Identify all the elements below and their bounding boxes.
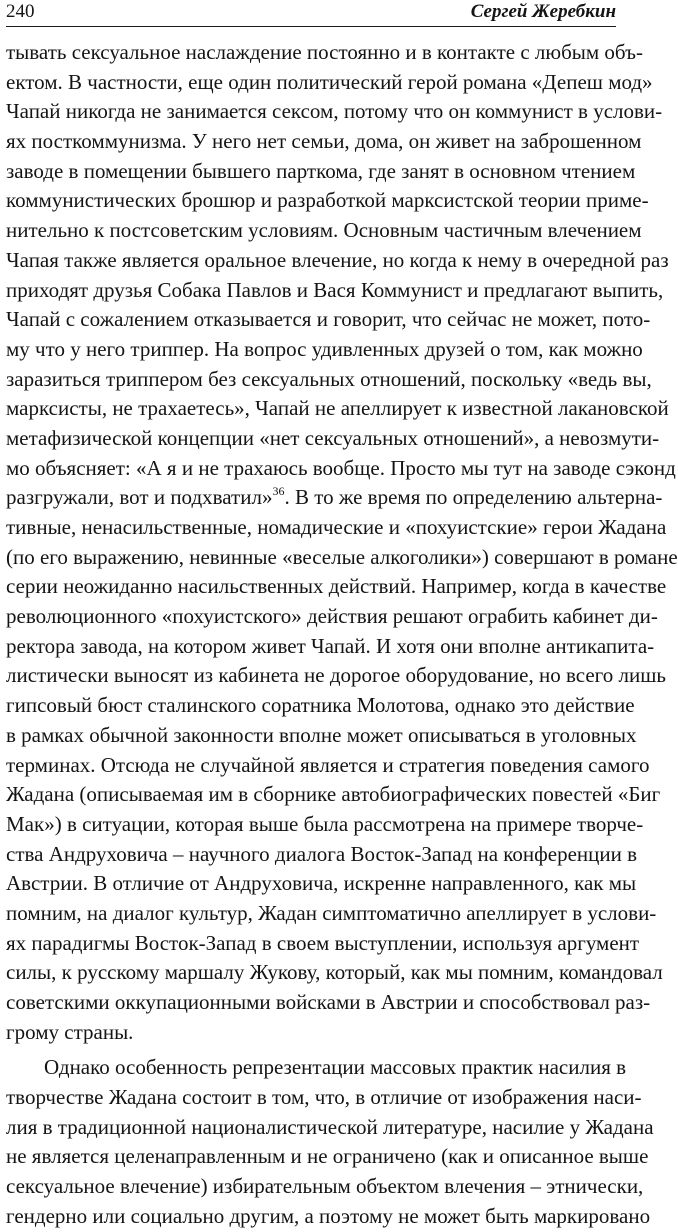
paragraph-1 (6, 38, 678, 1047)
text-line: Жадана (описываемая им в сборнике автобиографических повестей «Биг (6, 782, 661, 807)
text-line: коммунистических брошюр и разработкой марксистской теории приме- (6, 188, 649, 213)
text-line-with-footnote (6, 483, 663, 513)
text-line: марксисты, не трахаетесь», Чапай не апеллирует к известной лакановской (6, 396, 669, 421)
text-line: грому страны. (6, 1019, 134, 1044)
text-line: терминах. Отсюда не случайной является и стратегия поведения самого (6, 752, 650, 777)
text-line: Чапая также является оральное влечение, но когда к нему в очередной раз (6, 247, 669, 272)
text-line: Чапай с сожалением отказывается и говорит, что сейчас не может, пото- (6, 307, 651, 332)
text-line: ства Андруховича – научного диалога Восток-Запад на конференции в (6, 841, 638, 866)
text-line: помним, на диалог культур, Жадан симптоматично апеллирует в услови- (6, 900, 657, 925)
text-line: гипсовый бюст сталинского соратника Молотова, однако это действие (6, 693, 635, 718)
text-line: сексуальное влечение) избирательным объектом влечения – этнически, (6, 1174, 644, 1199)
text-line: заводе в помещении бывшего парткома, где занят в основном чтением (6, 158, 636, 183)
text-line: Австрии. В отличие от Андруховича, искренне направленного, как мы (6, 871, 637, 896)
text-segment: . В то же время по определению альтерна- (284, 485, 663, 510)
text-line: тивные, ненасильственные, номадические и «похуистские» герои Жадана (6, 515, 667, 539)
text-line: гендерно или социально другим, а поэтому не может быть маркировано (6, 1203, 651, 1228)
text-line: ях посткоммунизма. У него нет семьи, дома, он живет на заброшенном (6, 129, 642, 154)
text-line: серии неожиданно насильственных действий. Например, когда в качестве (6, 574, 667, 599)
text-line: Чапай никогда не занимается сексом, потому что он коммунист в услови- (6, 99, 663, 124)
text-line: листически выносят из кабинета не дорогое оборудование, но всего лишь (6, 663, 666, 688)
text-line: му что у него триппер. На вопрос удивленных друзей о том, как можно (6, 336, 643, 361)
text-line: не является целенаправленным и не ограничено (как и описанное выше (6, 1144, 649, 1169)
text-line: (по его выражению, невинные «веселые алкоголики») совершают в романе (6, 544, 678, 569)
text-line: лия в традиционной националистической литературе, насилие у Жадана (6, 1114, 654, 1139)
text-line: заразиться триппером без сексуальных отношений, поскольку «ведь вы, (6, 366, 652, 391)
text-line: творчестве Жадана состоит в том, что, в отличие от изображения наси- (6, 1085, 642, 1110)
page-header (6, 0, 616, 27)
text-line: силы, к русскому маршалу Жукову, который, как мы помним, командовал (6, 960, 663, 985)
footnote-marker[interactable]: 36 (272, 484, 285, 499)
text-line: ектом. В частности, еще один политический герой романа «Депеш мод» (6, 69, 653, 94)
text-segment: разгружали, вот и подхватил» (6, 485, 273, 510)
text-line: приходят друзья Собака Павлов и Вася Коммунист и предлагают выпить, (6, 277, 664, 302)
paragraph-2 (6, 1053, 654, 1231)
text-line: нительно к постсоветским условиям. Основным частичным влечением (6, 218, 642, 243)
text-line: ях парадигмы Восток-Запад в своем выступлении, используя аргумент (6, 930, 640, 955)
text-line: Однако особенность репрезентации массовых практик насилия в (44, 1055, 627, 1080)
text-line: советскими оккупационными войсками в Австрии и способствовал раз- (6, 990, 651, 1014)
running-head: Сергей Жеребкин (470, 1, 616, 22)
text-line: мо объясняет: «А я и не трахаюсь вообще. Просто мы тут на заводе сэконд (6, 455, 676, 480)
text-line: метафизической концепции «нет сексуальных отношений», а невозмути- (6, 425, 660, 450)
page-number: 240 (6, 1, 35, 22)
text-line: революционного «похуистского» действия решают ограбить кабинет ди- (6, 604, 658, 629)
body-text (6, 38, 678, 1232)
text-line: в рамках обычной законности вполне может описываться в уголовных (6, 722, 637, 747)
text-line: ректора завода, на котором живет Чапай. И хотя они вполне антикапита- (6, 633, 655, 658)
text-line: тывать сексуальное наслаждение постоянно и в контакте с любым объ- (6, 40, 643, 64)
text-line: Мак») в ситуации, которая выше была рассмотрена на примере творче- (6, 811, 644, 836)
